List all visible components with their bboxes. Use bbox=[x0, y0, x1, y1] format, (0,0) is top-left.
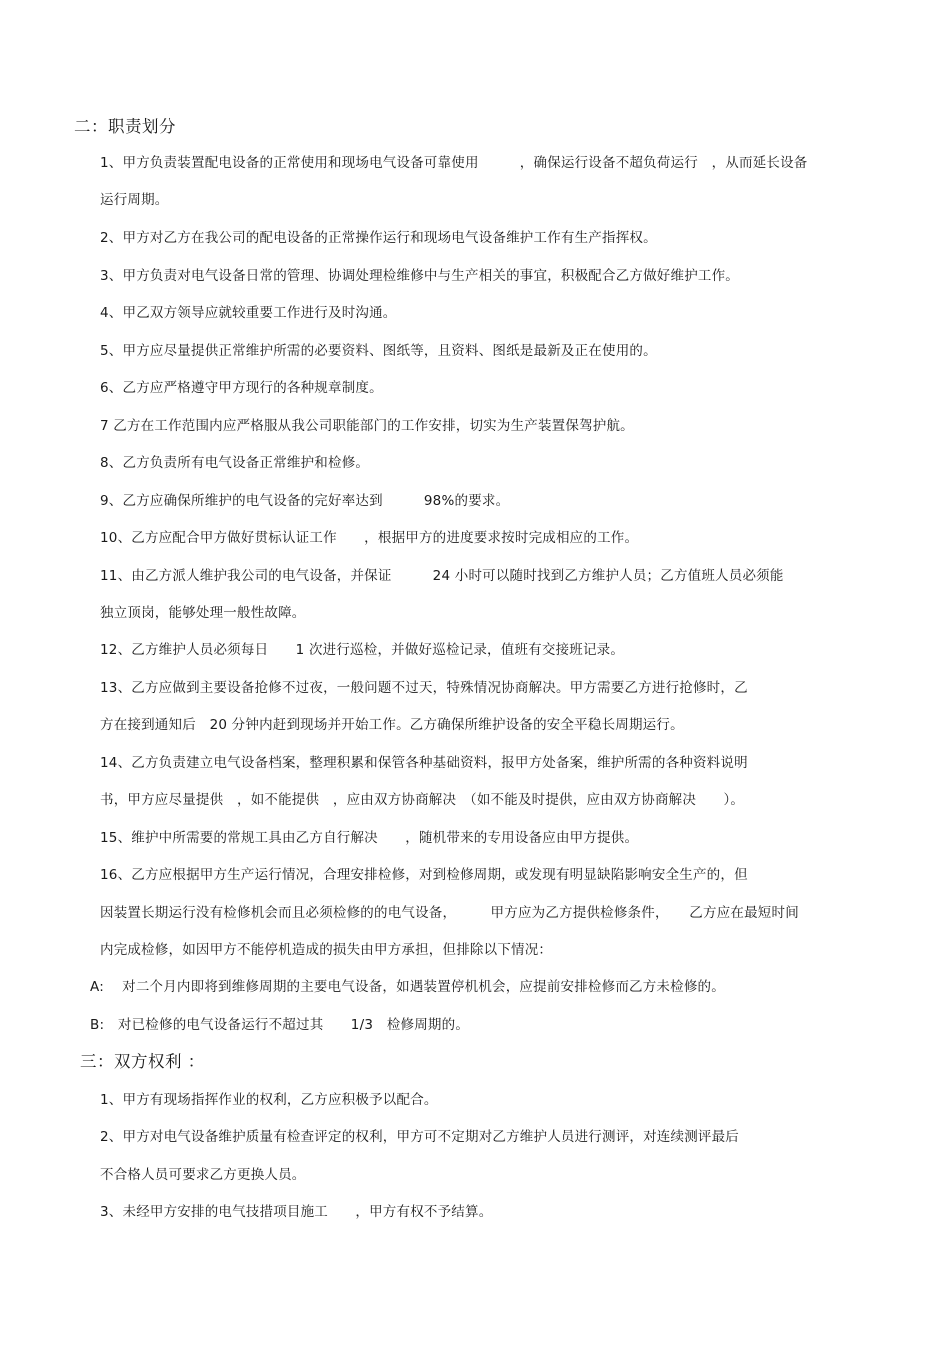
paragraph-line: 14、乙方负责建立电气设备档案，整理积累和保管各种基础资料，报甲方处备案，维护所需的各种资料说明 bbox=[100, 755, 748, 771]
paragraph-line: 10、乙方应配合甲方做好贯标认证工作 ，根据甲方的进度要求按时完成相应的工作。 bbox=[100, 530, 639, 546]
paragraph-line: 12、乙方维护人员必须每日 1 次进行巡检，并做好巡检记录，值班有交接班记录。 bbox=[100, 642, 625, 658]
paragraph-line: 因装置长期运行没有检修机会而且必须检修的的电气设备， 甲方应为乙方提供检修条件， 乙方应在最短时间 bbox=[100, 905, 799, 921]
paragraph-line: 5、甲方应尽量提供正常维护所需的必要资料、图纸等，且资料、图纸是最新及正在使用的。 bbox=[100, 343, 657, 359]
paragraph-line: 1、甲方有现场指挥作业的权利，乙方应积极予以配合。 bbox=[100, 1092, 438, 1108]
paragraph-line: 3、甲方负责对电气设备日常的管理、协调处理检维修中与生产相关的事宜，积极配合乙方做好维护工作。 bbox=[100, 268, 739, 284]
paragraph-line: 15、维护中所需要的常规工具由乙方自行解决 ，随机带来的专用设备应由甲方提供。 bbox=[100, 830, 639, 846]
paragraph-line: 3、未经甲方安排的电气技措项目施工 ，甲方有权不予结算。 bbox=[100, 1204, 493, 1220]
paragraph-line: 9、乙方应确保所维护的电气设备的完好率达到 98%的要求。 bbox=[100, 493, 510, 509]
paragraph-line: 独立顶岗，能够处理一般性故障。 bbox=[100, 605, 306, 621]
paragraph-line: 8、乙方负责所有电气设备正常维护和检修。 bbox=[100, 455, 370, 471]
paragraph-line: 6、乙方应严格遵守甲方现行的各种规章制度。 bbox=[100, 380, 383, 396]
paragraph-line: 11、由乙方派人维护我公司的电气设备，并保证 24 小时可以随时找到乙方维护人员；乙方值班人员必须能 bbox=[100, 568, 784, 584]
paragraph-line: 运行周期。 bbox=[100, 192, 169, 208]
paragraph-line: 2、甲方对电气设备维护质量有检查评定的权利，甲方可不定期对乙方维护人员进行测评，对连续测评最后 bbox=[100, 1129, 739, 1145]
paragraph-line: 书，甲方应尽量提供 ，如不能提供 ，应由双方协商解决 （如不能及时提供，应由双方协商解决 ）。 bbox=[100, 792, 745, 808]
section-heading-rights: 三：双方权利 ： bbox=[80, 1052, 205, 1071]
exception-item-a: A: 对二个月内即将到维修周期的主要电气设备，如遇装置停机机会，应提前安排检修而乙方未检修的。 bbox=[90, 979, 725, 995]
exception-item-b: B: 对已检修的电气设备运行不超过其 1/3 检修周期的。 bbox=[90, 1017, 470, 1033]
paragraph-line: 16、乙方应根据甲方生产运行情况，合理安排检修，对到检修周期，或发现有明显缺陷影响安全生产的，但 bbox=[100, 867, 748, 883]
paragraph-line: 7 乙方在工作范围内应严格服从我公司职能部门的工作安排，切实为生产装置保驾护航。 bbox=[100, 418, 634, 434]
paragraph-line: 13、乙方应做到主要设备抢修不过夜，一般问题不过天，特殊情况协商解决。甲方需要乙方进行抢修时，乙 bbox=[100, 680, 748, 696]
paragraph-line: 4、甲乙双方领导应就较重要工作进行及时沟通。 bbox=[100, 305, 397, 321]
paragraph-line: 2、甲方对乙方在我公司的配电设备的正常操作运行和现场电气设备维护工作有生产指挥权。 bbox=[100, 230, 657, 246]
paragraph-line: 内完成检修，如因甲方不能停机造成的损失由甲方承担，但排除以下情况： bbox=[100, 942, 553, 958]
paragraph-line: 1、甲方负责装置配电设备的正常使用和现场电气设备可靠使用 ，确保运行设备不超负荷运行 ，从而延长设备 bbox=[100, 155, 808, 171]
section-heading-duties: 二：职责划分 bbox=[74, 117, 176, 136]
paragraph-line: 方在接到通知后 20 分钟内赶到现场并开始工作。乙方确保所维护设备的安全平稳长周期运行。 bbox=[100, 717, 684, 733]
paragraph-line: 不合格人员可要求乙方更换人员。 bbox=[100, 1167, 306, 1183]
